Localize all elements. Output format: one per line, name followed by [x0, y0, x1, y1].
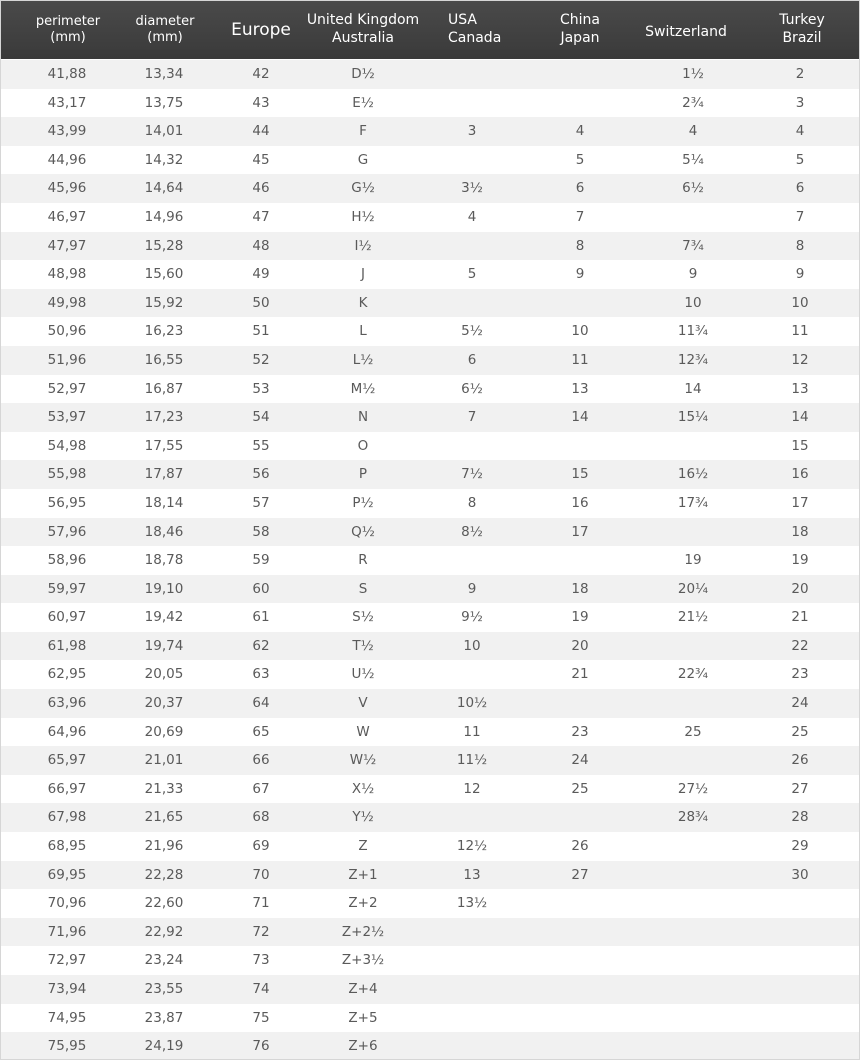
- cell-turkey-brazil: 29: [791, 838, 809, 855]
- cell-switzerland: 5¼: [682, 151, 704, 168]
- table-row: [1, 403, 859, 432]
- cell-diameter: 14,96: [144, 208, 184, 225]
- cell-turkey-brazil: 30: [791, 866, 809, 883]
- header-perimeter: perimeter (mm): [35, 14, 101, 46]
- cell-switzerland: 9: [688, 266, 698, 283]
- cell-usa-canada: 13½: [456, 895, 488, 912]
- cell-turkey-brazil: 3: [795, 94, 805, 111]
- cell-europe: 47: [252, 208, 270, 225]
- table-row: [1, 260, 859, 289]
- cell-perimeter: 72,97: [47, 952, 87, 969]
- cell-uk-australia: X½: [351, 780, 375, 797]
- cell-europe: 56: [252, 466, 270, 483]
- cell-perimeter: 71,96: [47, 923, 87, 940]
- cell-usa-canada: 9: [467, 580, 477, 597]
- cell-diameter: 21,65: [144, 809, 184, 826]
- cell-europe: 59: [252, 552, 270, 569]
- cell-usa-canada: 4: [467, 208, 477, 225]
- cell-uk-australia: K: [358, 294, 368, 311]
- cell-turkey-brazil: 22: [791, 637, 809, 654]
- table-row: [1, 603, 859, 632]
- cell-europe: 49: [252, 266, 270, 283]
- cell-uk-australia: P: [358, 466, 368, 483]
- cell-usa-canada: 8: [467, 494, 477, 511]
- cell-diameter: 17,23: [144, 409, 184, 426]
- cell-diameter: 16,55: [144, 351, 184, 368]
- cell-turkey-brazil: 14: [791, 409, 809, 426]
- cell-usa-canada: 5: [467, 266, 477, 283]
- cell-diameter: 14,01: [144, 123, 184, 140]
- table-row: [1, 89, 859, 118]
- cell-china-japan: 4: [575, 123, 585, 140]
- table-row: [1, 861, 859, 890]
- cell-uk-australia: J: [361, 266, 365, 283]
- header-diameter: diameter (mm): [135, 14, 195, 46]
- cell-china-japan: 26: [571, 838, 589, 855]
- table-row: [1, 975, 859, 1004]
- cell-diameter: 13,34: [144, 66, 184, 82]
- cell-china-japan: 6: [575, 180, 585, 197]
- cell-china-japan: 10: [571, 323, 589, 340]
- cell-turkey-brazil: 8: [795, 237, 805, 254]
- table-row: [1, 746, 859, 775]
- cell-europe: 50: [252, 294, 270, 311]
- table-row: [1, 232, 859, 261]
- cell-europe: 66: [252, 752, 270, 769]
- cell-china-japan: 25: [571, 780, 589, 797]
- cell-usa-canada: 7½: [461, 466, 483, 483]
- header-switzerland: Switzerland: [645, 24, 727, 40]
- cell-switzerland: 11¾: [677, 323, 709, 340]
- cell-switzerland: 14: [684, 380, 702, 397]
- header-europe: Europe: [231, 20, 291, 40]
- cell-europe: 48: [252, 237, 270, 254]
- cell-china-japan: 5: [575, 151, 585, 168]
- cell-china-japan: 16: [571, 494, 589, 511]
- cell-uk-australia: Z+4: [348, 981, 378, 997]
- cell-europe: 71: [252, 895, 270, 912]
- cell-diameter: 15,60: [144, 266, 184, 283]
- cell-uk-australia: D½: [351, 66, 375, 82]
- cell-switzerland: 17¾: [677, 494, 709, 511]
- cell-diameter: 22,92: [144, 923, 184, 940]
- cell-turkey-brazil: 9: [795, 266, 805, 283]
- cell-china-japan: 18: [571, 580, 589, 597]
- cell-turkey-brazil: 5: [795, 151, 805, 168]
- cell-usa-canada: 13: [463, 866, 481, 883]
- table-row: [1, 117, 859, 146]
- cell-uk-australia: P½: [352, 494, 374, 511]
- cell-europe: 57: [252, 494, 270, 511]
- table-row: [1, 317, 859, 346]
- cell-usa-canada: 9½: [461, 609, 483, 626]
- cell-perimeter: 75,95: [47, 1038, 87, 1055]
- cell-europe: 64: [252, 695, 270, 712]
- table-row: [1, 946, 859, 975]
- cell-europe: 61: [252, 609, 270, 626]
- cell-europe: 54: [252, 409, 270, 426]
- cell-perimeter: 70,96: [47, 895, 87, 912]
- cell-perimeter: 49,98: [47, 294, 87, 311]
- cell-europe: 60: [252, 580, 270, 597]
- cell-europe: 45: [252, 151, 270, 168]
- cell-switzerland: 16½: [677, 466, 709, 483]
- cell-turkey-brazil: 6: [795, 180, 805, 197]
- cell-perimeter: 62,95: [47, 666, 87, 683]
- cell-china-japan: 15: [571, 466, 589, 483]
- cell-switzerland: 7¾: [682, 237, 704, 254]
- cell-diameter: 23,55: [144, 981, 184, 997]
- header-uk-australia: United Kingdom Australia: [306, 12, 420, 46]
- table-row: [1, 660, 859, 689]
- cell-turkey-brazil: 20: [791, 580, 809, 597]
- cell-usa-canada: 10½: [456, 695, 488, 712]
- cell-turkey-brazil: 16: [791, 466, 809, 483]
- cell-turkey-brazil: 10: [791, 294, 809, 311]
- cell-uk-australia: R: [358, 552, 368, 569]
- cell-europe: 42: [252, 66, 270, 82]
- cell-uk-australia: H½: [351, 208, 375, 225]
- table-row: [1, 460, 859, 489]
- cell-uk-australia: F: [359, 123, 367, 140]
- cell-uk-australia: E½: [352, 94, 374, 111]
- cell-usa-canada: 11½: [456, 752, 488, 769]
- table-row: [1, 889, 859, 918]
- cell-europe: 74: [252, 981, 270, 997]
- cell-diameter: 17,55: [144, 437, 184, 454]
- cell-diameter: 23,24: [144, 952, 184, 969]
- table-row: [1, 518, 859, 547]
- cell-diameter: 22,60: [144, 895, 184, 912]
- cell-turkey-brazil: 28: [791, 809, 809, 826]
- cell-diameter: 21,01: [144, 752, 184, 769]
- cell-switzerland: 2¾: [682, 94, 704, 111]
- cell-perimeter: 68,95: [47, 838, 87, 855]
- cell-china-japan: 17: [571, 523, 589, 540]
- cell-usa-canada: 8½: [461, 523, 483, 540]
- table-row: [1, 918, 859, 947]
- cell-perimeter: 69,95: [47, 866, 87, 883]
- cell-turkey-brazil: 27: [791, 780, 809, 797]
- cell-turkey-brazil: 19: [791, 552, 809, 569]
- cell-turkey-brazil: 25: [791, 723, 809, 740]
- cell-usa-canada: 6: [467, 351, 477, 368]
- table-row: [1, 1004, 859, 1033]
- cell-uk-australia: V: [358, 695, 368, 712]
- cell-switzerland: 1½: [682, 66, 704, 82]
- cell-diameter: 24,19: [144, 1038, 184, 1055]
- cell-perimeter: 44,96: [47, 151, 87, 168]
- cell-uk-australia: Z+5: [348, 1009, 378, 1026]
- table-body: [1, 60, 859, 1060]
- table-row: [1, 1032, 859, 1060]
- cell-switzerland: 4: [688, 123, 698, 140]
- cell-perimeter: 48,98: [47, 266, 87, 283]
- cell-uk-australia: Z+2½: [341, 923, 385, 940]
- cell-turkey-brazil: 21: [791, 609, 809, 626]
- table-row: [1, 803, 859, 832]
- table-row: [1, 289, 859, 318]
- cell-diameter: 15,92: [144, 294, 184, 311]
- cell-diameter: 21,96: [144, 838, 184, 855]
- cell-diameter: 19,42: [144, 609, 184, 626]
- cell-uk-australia: Z+6: [348, 1038, 378, 1055]
- cell-uk-australia: S½: [352, 609, 374, 626]
- cell-switzerland: 21½: [677, 609, 709, 626]
- cell-europe: 55: [252, 437, 270, 454]
- cell-diameter: 17,87: [144, 466, 184, 483]
- cell-diameter: 18,78: [144, 552, 184, 569]
- cell-europe: 72: [252, 923, 270, 940]
- cell-europe: 52: [252, 351, 270, 368]
- cell-switzerland: 22¾: [677, 666, 709, 683]
- cell-diameter: 16,23: [144, 323, 184, 340]
- cell-usa-canada: 12: [463, 780, 481, 797]
- cell-perimeter: 57,96: [47, 523, 87, 540]
- table-row: [1, 375, 859, 404]
- cell-diameter: 13,75: [144, 94, 184, 111]
- cell-china-japan: 27: [571, 866, 589, 883]
- cell-perimeter: 45,96: [47, 180, 87, 197]
- cell-europe: 63: [252, 666, 270, 683]
- cell-diameter: 23,87: [144, 1009, 184, 1026]
- cell-perimeter: 56,95: [47, 494, 87, 511]
- cell-uk-australia: N: [357, 409, 369, 426]
- table-row: [1, 203, 859, 232]
- table-row: [1, 346, 859, 375]
- cell-switzerland: 27½: [677, 780, 709, 797]
- cell-turkey-brazil: 4: [795, 123, 805, 140]
- cell-china-japan: 24: [571, 752, 589, 769]
- cell-usa-canada: 3: [467, 123, 477, 140]
- cell-perimeter: 58,96: [47, 552, 87, 569]
- cell-diameter: 20,05: [144, 666, 184, 683]
- cell-europe: 76: [252, 1038, 270, 1055]
- table-row: [1, 632, 859, 661]
- cell-switzerland: 10: [684, 294, 702, 311]
- cell-uk-australia: Y½: [352, 809, 374, 826]
- cell-perimeter: 46,97: [47, 208, 87, 225]
- cell-usa-canada: 5½: [461, 323, 483, 340]
- cell-diameter: 22,28: [144, 866, 184, 883]
- table-row: [1, 489, 859, 518]
- cell-perimeter: 53,97: [47, 409, 87, 426]
- cell-perimeter: 74,95: [47, 1009, 87, 1026]
- cell-perimeter: 64,96: [47, 723, 87, 740]
- cell-europe: 73: [252, 952, 270, 969]
- cell-diameter: 16,87: [144, 380, 184, 397]
- table-header: [1, 1, 859, 59]
- cell-turkey-brazil: 11: [791, 323, 809, 340]
- cell-perimeter: 54,98: [47, 437, 87, 454]
- cell-europe: 70: [252, 866, 270, 883]
- cell-diameter: 21,33: [144, 780, 184, 797]
- cell-usa-canada: 12½: [456, 838, 488, 855]
- cell-diameter: 19,74: [144, 637, 184, 654]
- cell-perimeter: 63,96: [47, 695, 87, 712]
- cell-perimeter: 51,96: [47, 351, 87, 368]
- cell-switzerland: 6½: [682, 180, 704, 197]
- cell-diameter: 15,28: [144, 237, 184, 254]
- cell-diameter: 20,69: [144, 723, 184, 740]
- table-row: [1, 718, 859, 747]
- cell-perimeter: 61,98: [47, 637, 87, 654]
- cell-turkey-brazil: 7: [795, 208, 805, 225]
- cell-europe: 53: [252, 380, 270, 397]
- cell-china-japan: 20: [571, 637, 589, 654]
- table-row: [1, 689, 859, 718]
- cell-perimeter: 60,97: [47, 609, 87, 626]
- table-row: [1, 575, 859, 604]
- cell-perimeter: 59,97: [47, 580, 87, 597]
- cell-diameter: 14,64: [144, 180, 184, 197]
- cell-perimeter: 47,97: [47, 237, 87, 254]
- cell-europe: 75: [252, 1009, 270, 1026]
- cell-switzerland: 19: [684, 552, 702, 569]
- cell-uk-australia: L½: [352, 351, 374, 368]
- cell-europe: 51: [252, 323, 270, 340]
- table-row: [1, 546, 859, 575]
- cell-uk-australia: I½: [354, 237, 372, 254]
- cell-uk-australia: W: [356, 723, 370, 740]
- cell-turkey-brazil: 2: [795, 66, 805, 82]
- cell-europe: 58: [252, 523, 270, 540]
- cell-perimeter: 73,94: [47, 981, 87, 997]
- cell-uk-australia: Z+3½: [341, 952, 385, 969]
- table-row: [1, 60, 859, 89]
- table-row: [1, 775, 859, 804]
- cell-europe: 69: [252, 838, 270, 855]
- cell-uk-australia: Z: [358, 838, 368, 855]
- cell-turkey-brazil: 17: [791, 494, 809, 511]
- cell-europe: 44: [252, 123, 270, 140]
- cell-china-japan: 8: [575, 237, 585, 254]
- cell-perimeter: 67,98: [47, 809, 87, 826]
- cell-turkey-brazil: 18: [791, 523, 809, 540]
- cell-perimeter: 66,97: [47, 780, 87, 797]
- cell-turkey-brazil: 13: [791, 380, 809, 397]
- cell-diameter: 18,14: [144, 494, 184, 511]
- table-row: [1, 832, 859, 861]
- cell-uk-australia: L: [359, 323, 367, 340]
- cell-diameter: 18,46: [144, 523, 184, 540]
- cell-china-japan: 13: [571, 380, 589, 397]
- cell-uk-australia: S: [358, 580, 368, 597]
- cell-uk-australia: G: [357, 151, 369, 168]
- cell-china-japan: 23: [571, 723, 589, 740]
- cell-turkey-brazil: 26: [791, 752, 809, 769]
- table-row: [1, 174, 859, 203]
- cell-usa-canada: 3½: [461, 180, 483, 197]
- header-turkey-brazil: Turkey Brazil: [779, 12, 825, 46]
- cell-uk-australia: M½: [350, 380, 376, 397]
- cell-uk-australia: Z+2: [348, 895, 378, 912]
- cell-europe: 65: [252, 723, 270, 740]
- cell-switzerland: 25: [684, 723, 702, 740]
- cell-europe: 62: [252, 637, 270, 654]
- cell-uk-australia: T½: [352, 637, 374, 654]
- table-row: [1, 432, 859, 461]
- cell-china-japan: 7: [575, 208, 585, 225]
- header-china-japan: China Japan: [560, 12, 600, 46]
- cell-turkey-brazil: 24: [791, 695, 809, 712]
- cell-turkey-brazil: 15: [791, 437, 809, 454]
- cell-diameter: 14,32: [144, 151, 184, 168]
- cell-turkey-brazil: 23: [791, 666, 809, 683]
- cell-switzerland: 15¼: [677, 409, 709, 426]
- cell-europe: 67: [252, 780, 270, 797]
- cell-china-japan: 11: [571, 351, 589, 368]
- cell-china-japan: 21: [571, 666, 589, 683]
- cell-diameter: 19,10: [144, 580, 184, 597]
- cell-uk-australia: U½: [351, 666, 375, 683]
- cell-diameter: 20,37: [144, 695, 184, 712]
- cell-uk-australia: O: [357, 437, 369, 454]
- cell-china-japan: 14: [571, 409, 589, 426]
- cell-turkey-brazil: 12: [791, 351, 809, 368]
- cell-usa-canada: 11: [463, 723, 481, 740]
- cell-perimeter: 65,97: [47, 752, 87, 769]
- table-row: [1, 146, 859, 175]
- cell-uk-australia: Z+1: [348, 866, 378, 883]
- cell-europe: 68: [252, 809, 270, 826]
- cell-europe: 43: [252, 94, 270, 111]
- cell-europe: 46: [252, 180, 270, 197]
- cell-china-japan: 19: [571, 609, 589, 626]
- cell-perimeter: 43,17: [47, 94, 87, 111]
- cell-switzerland: 12¾: [677, 351, 709, 368]
- cell-perimeter: 43,99: [47, 123, 87, 140]
- cell-usa-canada: 7: [467, 409, 477, 426]
- cell-uk-australia: W½: [349, 752, 377, 769]
- cell-perimeter: 41,88: [47, 66, 87, 82]
- cell-uk-australia: G½: [351, 180, 375, 197]
- cell-perimeter: 52,97: [47, 380, 87, 397]
- cell-switzerland: 28¾: [677, 809, 709, 826]
- cell-usa-canada: 6½: [461, 380, 483, 397]
- cell-switzerland: 20¼: [677, 580, 709, 597]
- cell-usa-canada: 10: [463, 637, 481, 654]
- header-usa-canada: USA Canada: [448, 12, 502, 46]
- cell-china-japan: 9: [575, 266, 585, 283]
- cell-uk-australia: Q½: [351, 523, 375, 540]
- cell-perimeter: 55,98: [47, 466, 87, 483]
- cell-perimeter: 50,96: [47, 323, 87, 340]
